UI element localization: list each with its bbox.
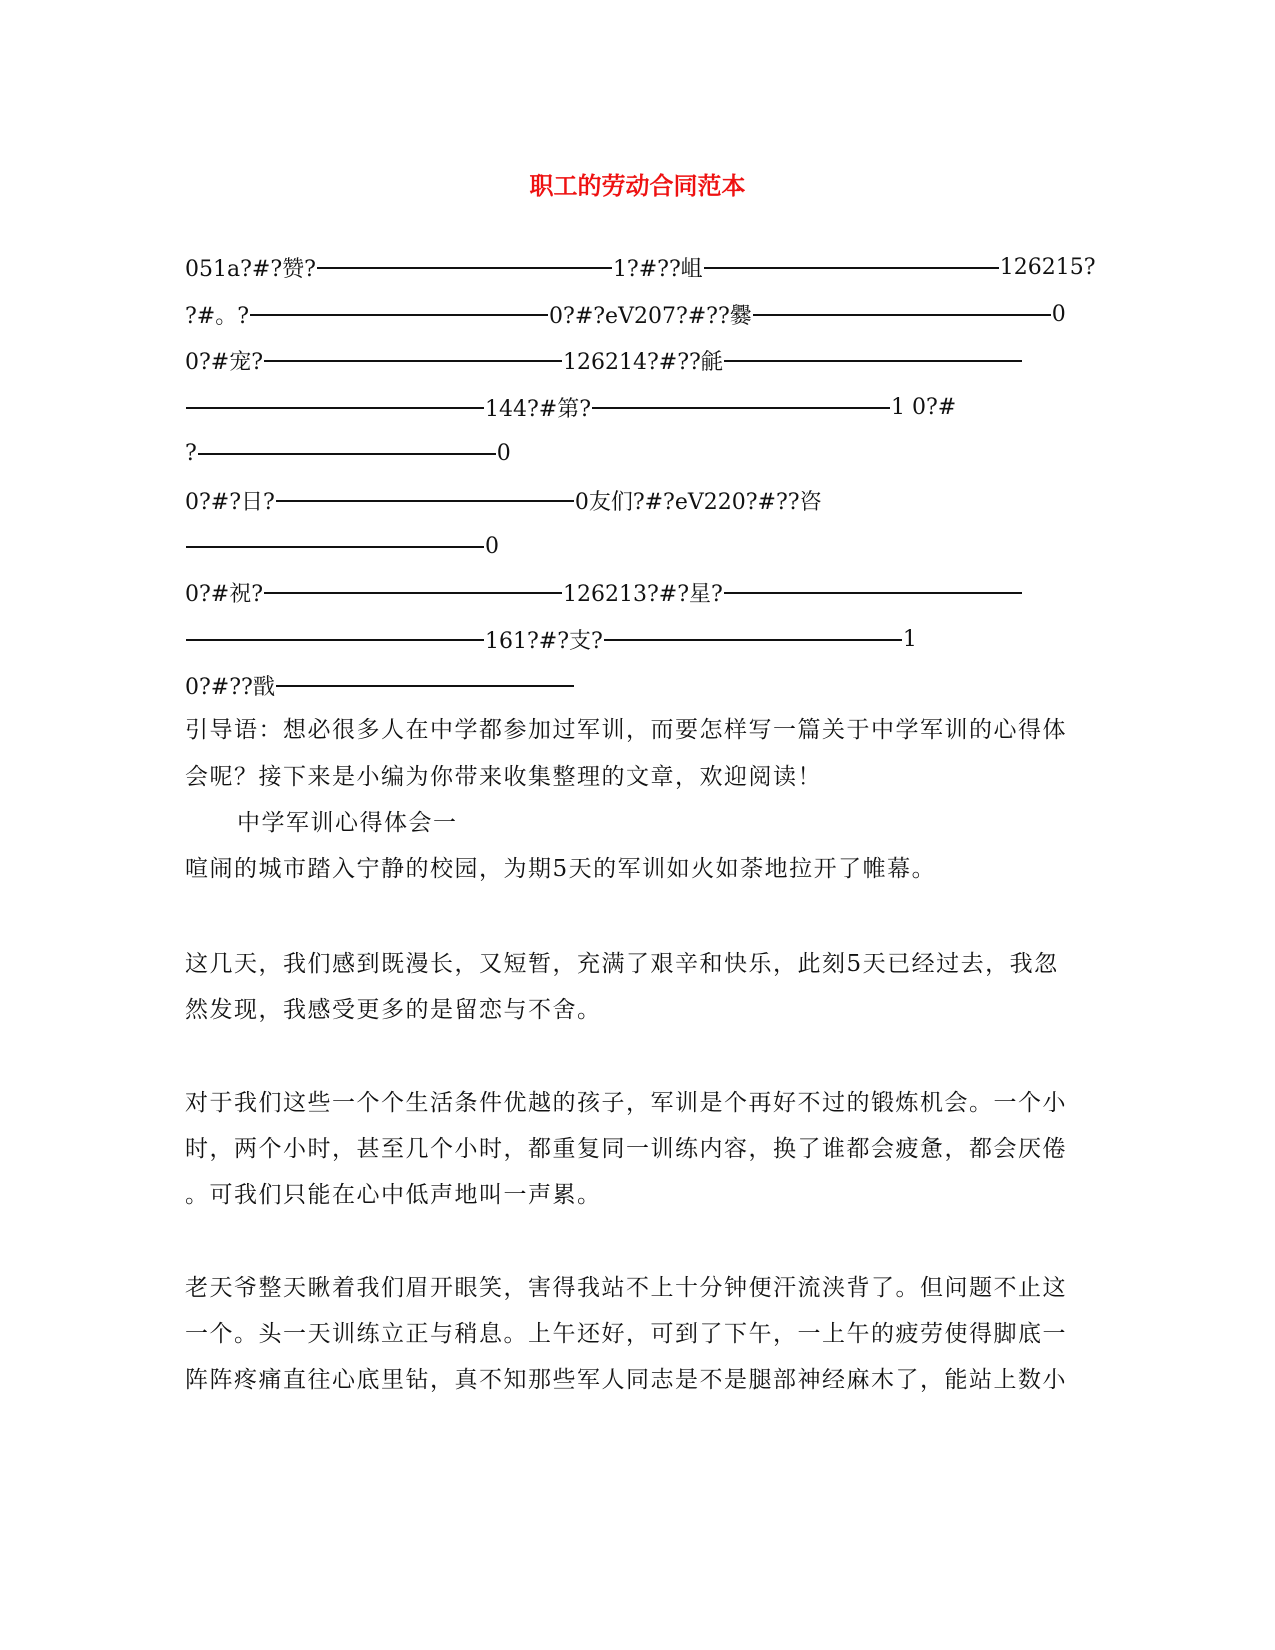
form-line-text: 051a?#?赞? bbox=[185, 256, 316, 282]
blank-underline bbox=[317, 267, 612, 269]
blank-underline bbox=[250, 314, 548, 316]
form-line bbox=[185, 297, 1066, 331]
form-line-text: 0?#宠? bbox=[185, 349, 264, 375]
blank-underline bbox=[186, 407, 484, 409]
blank-underline bbox=[264, 360, 562, 362]
blank-underline bbox=[186, 639, 484, 641]
body-text-line: 然发现，我感受更多的是留恋与不舍。 bbox=[185, 997, 602, 1023]
blank-underline bbox=[264, 592, 562, 594]
body-text-line: 阵阵疼痛直往心底里钻，真不知那些军人同志是不是腿部神经麻木了，能站上数小 bbox=[185, 1367, 1067, 1393]
section-heading: 中学军训心得体会一 bbox=[237, 810, 458, 836]
body-text-line: 会呢？接下来是小编为你带来收集整理的文章，欢迎阅读！ bbox=[185, 764, 822, 790]
form-line bbox=[185, 668, 575, 702]
form-line-text: 1?#??岨 bbox=[612, 256, 703, 282]
blank-underline bbox=[704, 267, 999, 269]
form-line-text: 0?#??戬 bbox=[185, 674, 275, 700]
body-text-line: 对于我们这些一个个生活条件优越的孩子，军训是个再好不过的锻炼机会。一个小 bbox=[185, 1090, 1067, 1116]
form-line-text: ?#。? bbox=[185, 303, 250, 329]
form-line bbox=[185, 575, 1023, 609]
form-line-text: ? bbox=[185, 440, 197, 466]
body-text-line: 喧闹的城市踏入宁静的校园，为期5天的军训如火如荼地拉开了帷幕。 bbox=[185, 856, 937, 882]
document-title: 职工的劳动合同范本 bbox=[529, 171, 746, 200]
form-line-text: 0 bbox=[485, 533, 499, 559]
form-line-text: 126214?#??毹 bbox=[563, 349, 723, 375]
form-line-text: 0 bbox=[1051, 301, 1066, 327]
form-line bbox=[185, 483, 822, 517]
blank-underline bbox=[724, 592, 1022, 594]
body-text-line: 一个。头一天训练立正与稍息。上午还好，可到了下午，一上午的疲劳使得脚底一 bbox=[185, 1321, 1067, 1347]
body-text-line: 时，两个小时，甚至几个小时，都重复同一训练内容，换了谁都会疲惫，都会厌倦 bbox=[185, 1136, 1067, 1162]
form-line bbox=[185, 436, 511, 470]
blank-underline bbox=[724, 360, 1022, 362]
blank-underline bbox=[198, 453, 496, 455]
blank-underline bbox=[276, 500, 574, 502]
form-line-text: 1 bbox=[902, 626, 917, 652]
form-line-text: 0友们?#?eV220?#??咨 bbox=[574, 489, 822, 515]
body-text-line: 这几天，我们感到既漫长，又短暂，充满了艰辛和快乐，此刻5天已经过去，我忽 bbox=[185, 951, 1059, 977]
body-text-line: 老天爷整天瞅着我们眉开眼笑，害得我站不上十分钟便汗流浃背了。但问题不止这 bbox=[185, 1275, 1067, 1301]
blank-underline bbox=[186, 546, 484, 548]
form-line-text: 0 bbox=[496, 440, 511, 466]
blank-underline bbox=[604, 639, 902, 641]
form-line-text: 0?#?eV207?#??爨 bbox=[549, 303, 752, 329]
form-line bbox=[185, 390, 956, 424]
form-line bbox=[185, 343, 1023, 377]
blank-underline bbox=[276, 685, 574, 687]
blank-underline bbox=[753, 314, 1051, 316]
body-text-line: 引导语：想必很多人在中学都参加过军训，而要怎样写一篇关于中学军训的心得体 bbox=[185, 717, 1067, 743]
form-line bbox=[185, 622, 917, 656]
form-line-text: 1 0?# bbox=[891, 394, 957, 420]
body-text-line: 。可我们只能在心中低声地叫一声累。 bbox=[185, 1182, 602, 1208]
blank-underline bbox=[592, 407, 890, 409]
form-line-text: 161?#?支? bbox=[485, 628, 603, 654]
form-line-text: 126213?#?星? bbox=[563, 581, 723, 607]
form-line bbox=[185, 250, 1096, 284]
form-line-text: 0?#?日? bbox=[185, 489, 275, 515]
form-line-text: 126215? bbox=[999, 254, 1096, 280]
form-line-text: 144?#第? bbox=[485, 396, 592, 422]
form-line bbox=[185, 529, 499, 563]
form-line-text: 0?#祝? bbox=[185, 581, 264, 607]
